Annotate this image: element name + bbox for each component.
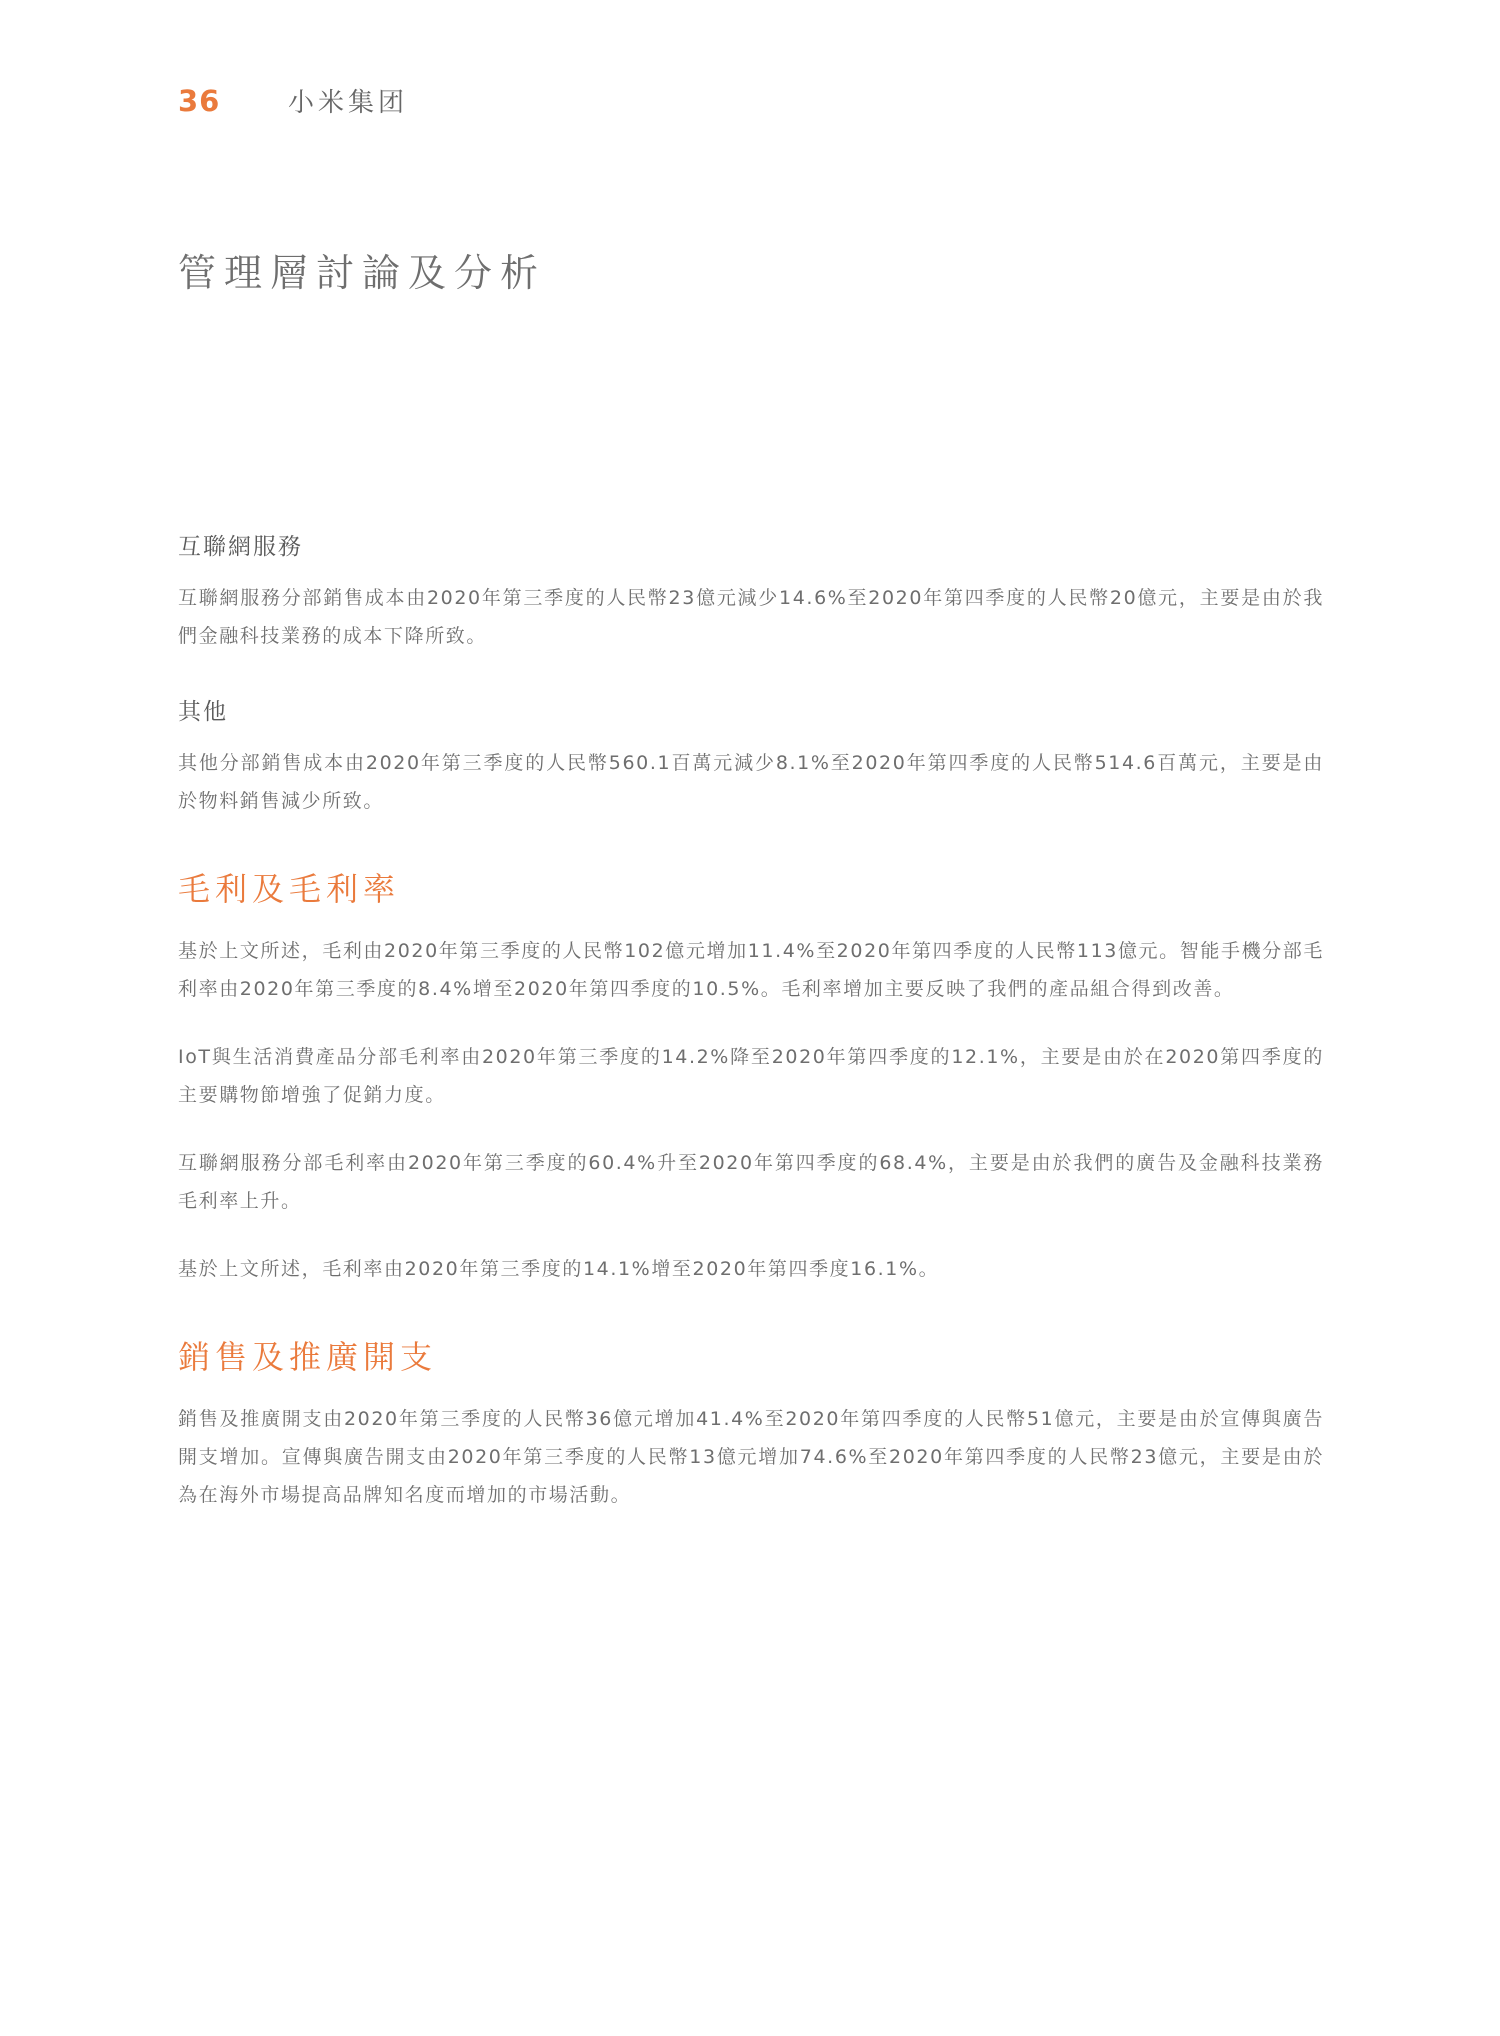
selling-expenses-section	[178, 1332, 1324, 1514]
others-heading: 其他	[178, 699, 228, 725]
main-content	[178, 528, 1324, 1514]
company-name: 小米集团	[288, 88, 409, 118]
internet-services-heading: 互聯網服務	[178, 534, 303, 560]
gross-profit-paragraph-3: 互聯網服務分部毛利率由2020年第三季度的60.4%升至2020年第四季度的68.4%，主要是由於我們的廣告及金融科技業務毛利率上升。	[178, 1152, 1324, 1212]
selling-expenses-paragraph: 銷售及推廣開支由2020年第三季度的人民幣36億元增加41.4%至2020年第四季度的人民幣51億元，主要是由於宣傳與廣告開支增加。宣傳與廣告開支由2020年第三季度的人民幣13億元增加74.6%至2020年第四季度的人民幣23億元，主要是由於為在海外市場提高品牌知名度而增加的市場活動。	[178, 1408, 1324, 1506]
selling-expenses-heading: 銷售及推廣開支	[178, 1338, 438, 1376]
gross-profit-paragraph-2: IoT與生活消費產品分部毛利率由2020年第三季度的14.2%降至2020年第四季度的12.1%，主要是由於在2020第四季度的主要購物節增強了促銷力度。	[178, 1046, 1324, 1106]
gross-profit-section	[178, 864, 1324, 1288]
gross-profit-paragraph-1: 基於上文所述，毛利由2020年第三季度的人民幣102億元增加11.4%至2020年第四季度的人民幣113億元。智能手機分部毛利率由2020年第三季度的8.4%增至2020年第四季度的10.5%。毛利率增加主要反映了我們的產品組合得到改善。	[178, 940, 1324, 1000]
gross-profit-paragraph-4: 基於上文所述，毛利率由2020年第三季度的14.1%增至2020年第四季度16.1%。	[178, 1258, 940, 1280]
others-paragraph: 其他分部銷售成本由2020年第三季度的人民幣560.1百萬元減少8.1%至2020年第四季度的人民幣514.6百萬元，主要是由於物料銷售減少所致。	[178, 752, 1324, 812]
section-title: 管理層討論及分析	[178, 251, 547, 295]
gross-profit-heading: 毛利及毛利率	[178, 870, 401, 908]
others-section	[178, 693, 1324, 820]
internet-services-paragraph: 互聯網服務分部銷售成本由2020年第三季度的人民幣23億元減少14.6%至2020年第四季度的人民幣20億元，主要是由於我們金融科技業務的成本下降所致。	[178, 587, 1324, 647]
internet-services-section	[178, 528, 1324, 655]
page-number: 36	[178, 84, 221, 118]
page-header	[178, 82, 408, 119]
